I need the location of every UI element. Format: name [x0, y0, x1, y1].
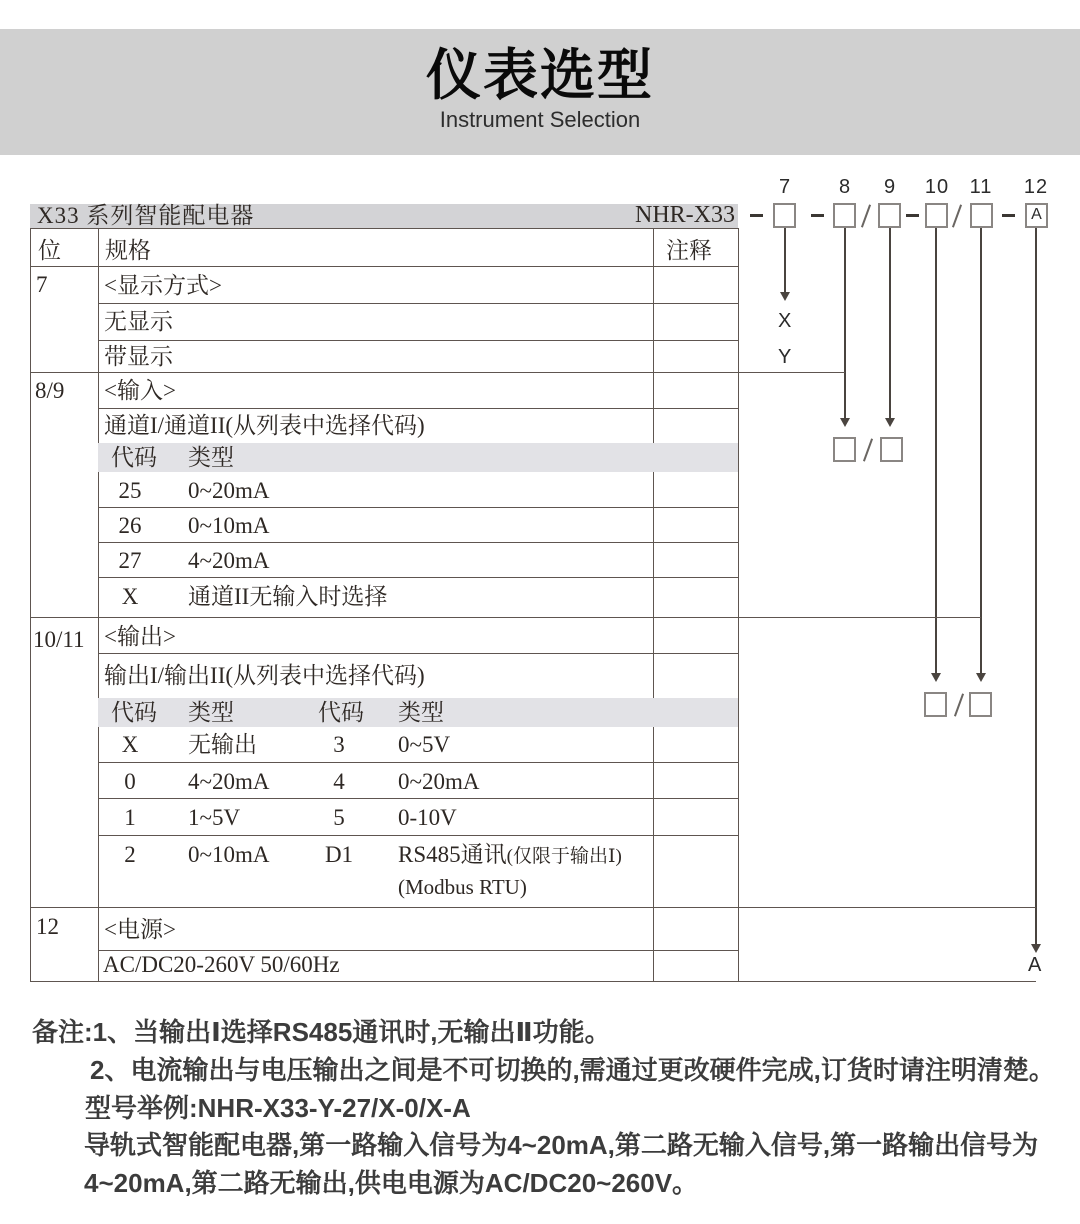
connector-line-9: [889, 228, 891, 419]
position-number-11: 11: [969, 176, 993, 198]
arrow-down-icon: [780, 292, 790, 301]
output-code1: 0: [124, 769, 136, 794]
input-type: 0~10mA: [188, 513, 270, 538]
output-col-code2: 代码: [318, 700, 364, 725]
input-type: 4~20mA: [188, 548, 270, 573]
model-box-9: [878, 203, 901, 228]
display-code-x: X: [778, 310, 792, 332]
input-col-type: 类型: [188, 445, 234, 470]
section-title-output: <输出>: [104, 624, 176, 649]
table-line: [98, 835, 738, 836]
connector-line-10: [935, 228, 937, 674]
model-box-7: [773, 203, 796, 228]
model-dash: [811, 214, 824, 217]
table-border-right: [738, 228, 739, 982]
output-code2: 5: [333, 805, 345, 830]
model-prefix: NHR-X33: [635, 202, 735, 228]
table-line: [30, 228, 738, 229]
position-number-9: 9: [883, 176, 897, 198]
section-title-display: <显示方式>: [104, 273, 222, 298]
output-type1: 0~10mA: [188, 842, 270, 867]
col-header-pos: 位: [38, 238, 61, 263]
output-type2-rs485: [398, 841, 622, 871]
table-border-left: [30, 228, 31, 982]
section-pos-12: 12: [36, 914, 59, 939]
col-header-spec: 规格: [105, 238, 151, 263]
display-row-with: 带显示: [104, 344, 173, 369]
table-line: [98, 762, 738, 763]
output-col-code1: 代码: [111, 700, 157, 725]
output-type1: 4~20mA: [188, 769, 270, 794]
table-line: [98, 507, 738, 508]
table-section-line-ext12: [30, 907, 1036, 908]
table-line: [98, 303, 738, 304]
output-type2-modbus: (Modbus RTU): [398, 875, 527, 899]
connector-line-11: [980, 228, 982, 674]
output-col-type2: 类型: [398, 700, 444, 725]
page-subtitle: Instrument Selection: [439, 107, 641, 132]
output-code-box-2: [969, 692, 992, 717]
input-code: 25: [118, 478, 142, 503]
table-divider-pos: [98, 228, 99, 982]
output-type1: 无输出: [188, 732, 257, 757]
model-dash: [906, 214, 919, 217]
input-code: X: [121, 584, 139, 609]
table-divider-note: [653, 228, 654, 982]
page-title: 仪表选型: [425, 44, 654, 106]
note-line-5: 4~20mA,第二路无输出,供电电源为AC/DC20~260V。: [84, 1168, 699, 1198]
model-slash: [952, 204, 962, 227]
table-section-line-ext8: [30, 372, 845, 373]
note-line-4: 导轨式智能配电器,第一路输入信号为4~20mA,第二路无输入信号,第一路输出信号为: [84, 1130, 1039, 1160]
note-line-1: 备注:1、当输出Ⅰ选择RS485通讯时,无输出Ⅱ功能。: [32, 1017, 611, 1047]
output-type2: 0~5V: [398, 732, 451, 757]
model-box-12: A: [1025, 203, 1048, 228]
note-line-3: 型号举例:NHR-X33-Y-27/X-0/X-A: [85, 1093, 471, 1123]
output-code1: X: [121, 732, 139, 757]
connector-line-7: [784, 228, 786, 293]
section-pos-8-9: 8/9: [35, 378, 65, 403]
model-box-8: [833, 203, 856, 228]
arrow-down-icon: [840, 418, 850, 427]
arrow-down-icon: [931, 673, 941, 682]
display-code-y: Y: [778, 346, 792, 368]
input-code: 26: [118, 513, 142, 538]
position-number-10: 10: [924, 176, 950, 198]
output-code-box-1: [924, 692, 947, 717]
connector-line-12: [1035, 228, 1037, 945]
table-section-line-ext11: [30, 617, 981, 618]
output-type2: 0~20mA: [398, 769, 480, 794]
model-box-11: [970, 203, 993, 228]
power-code-a: A: [1028, 954, 1042, 976]
rs485-label: RS485通讯: [398, 842, 507, 867]
input-col-code: 代码: [111, 445, 157, 470]
output-code1: 2: [124, 842, 136, 867]
table-line: [98, 408, 738, 409]
arrow-down-icon: [1031, 944, 1041, 953]
model-slash: [863, 438, 873, 461]
output-type2: 0-10V: [398, 805, 457, 830]
connector-line-8: [844, 228, 846, 419]
output-col-type1: 类型: [188, 700, 234, 725]
arrow-down-icon: [976, 673, 986, 682]
position-number-7: 7: [778, 176, 792, 198]
input-code: 27: [118, 548, 142, 573]
model-slash: [861, 204, 871, 227]
output-code2: D1: [324, 842, 354, 867]
position-number-12: 12: [1023, 176, 1049, 198]
section-title-input: <输入>: [104, 378, 176, 403]
table-line: [30, 266, 738, 267]
section-pos-10-11: 10/11: [33, 627, 85, 652]
input-subtitle: 通道I/通道II(从列表中选择代码): [104, 413, 425, 438]
position-number-8: 8: [838, 176, 852, 198]
power-spec: AC/DC20-260V 50/60Hz: [103, 952, 340, 977]
model-dash: [1002, 214, 1015, 217]
input-code-box-2: [880, 437, 903, 462]
output-code2: 4: [333, 769, 345, 794]
input-type: 0~20mA: [188, 478, 270, 503]
table-line: [98, 653, 738, 654]
output-type1: 1~5V: [188, 805, 241, 830]
output-code1: 1: [124, 805, 136, 830]
model-dash: [750, 214, 763, 217]
table-line: [98, 798, 738, 799]
series-label: X33 系列智能配电器: [37, 203, 255, 228]
output-subtitle: 输出I/输出II(从列表中选择代码): [104, 663, 425, 688]
table-border-bottom: [30, 981, 1036, 982]
model-box-10: [925, 203, 948, 228]
rs485-paren: (仅限于输出Ⅰ): [506, 846, 622, 867]
table-line: [98, 340, 738, 341]
input-code-box-1: [833, 437, 856, 462]
output-code2: 3: [333, 732, 345, 757]
input-type: 通道II无输入时选择: [188, 584, 388, 609]
note-line-2: 2、电流输出与电压输出之间是不可切换的,需通过更改硬件完成,订货时请注明清楚。: [90, 1055, 1055, 1085]
section-title-power: <电源>: [104, 917, 176, 942]
col-header-note: 注释: [666, 238, 712, 263]
arrow-down-icon: [885, 418, 895, 427]
model-slash: [954, 693, 964, 716]
table-line: [98, 577, 738, 578]
section-pos-7: 7: [36, 272, 48, 297]
table-line: [98, 542, 738, 543]
display-row-none: 无显示: [104, 309, 173, 334]
